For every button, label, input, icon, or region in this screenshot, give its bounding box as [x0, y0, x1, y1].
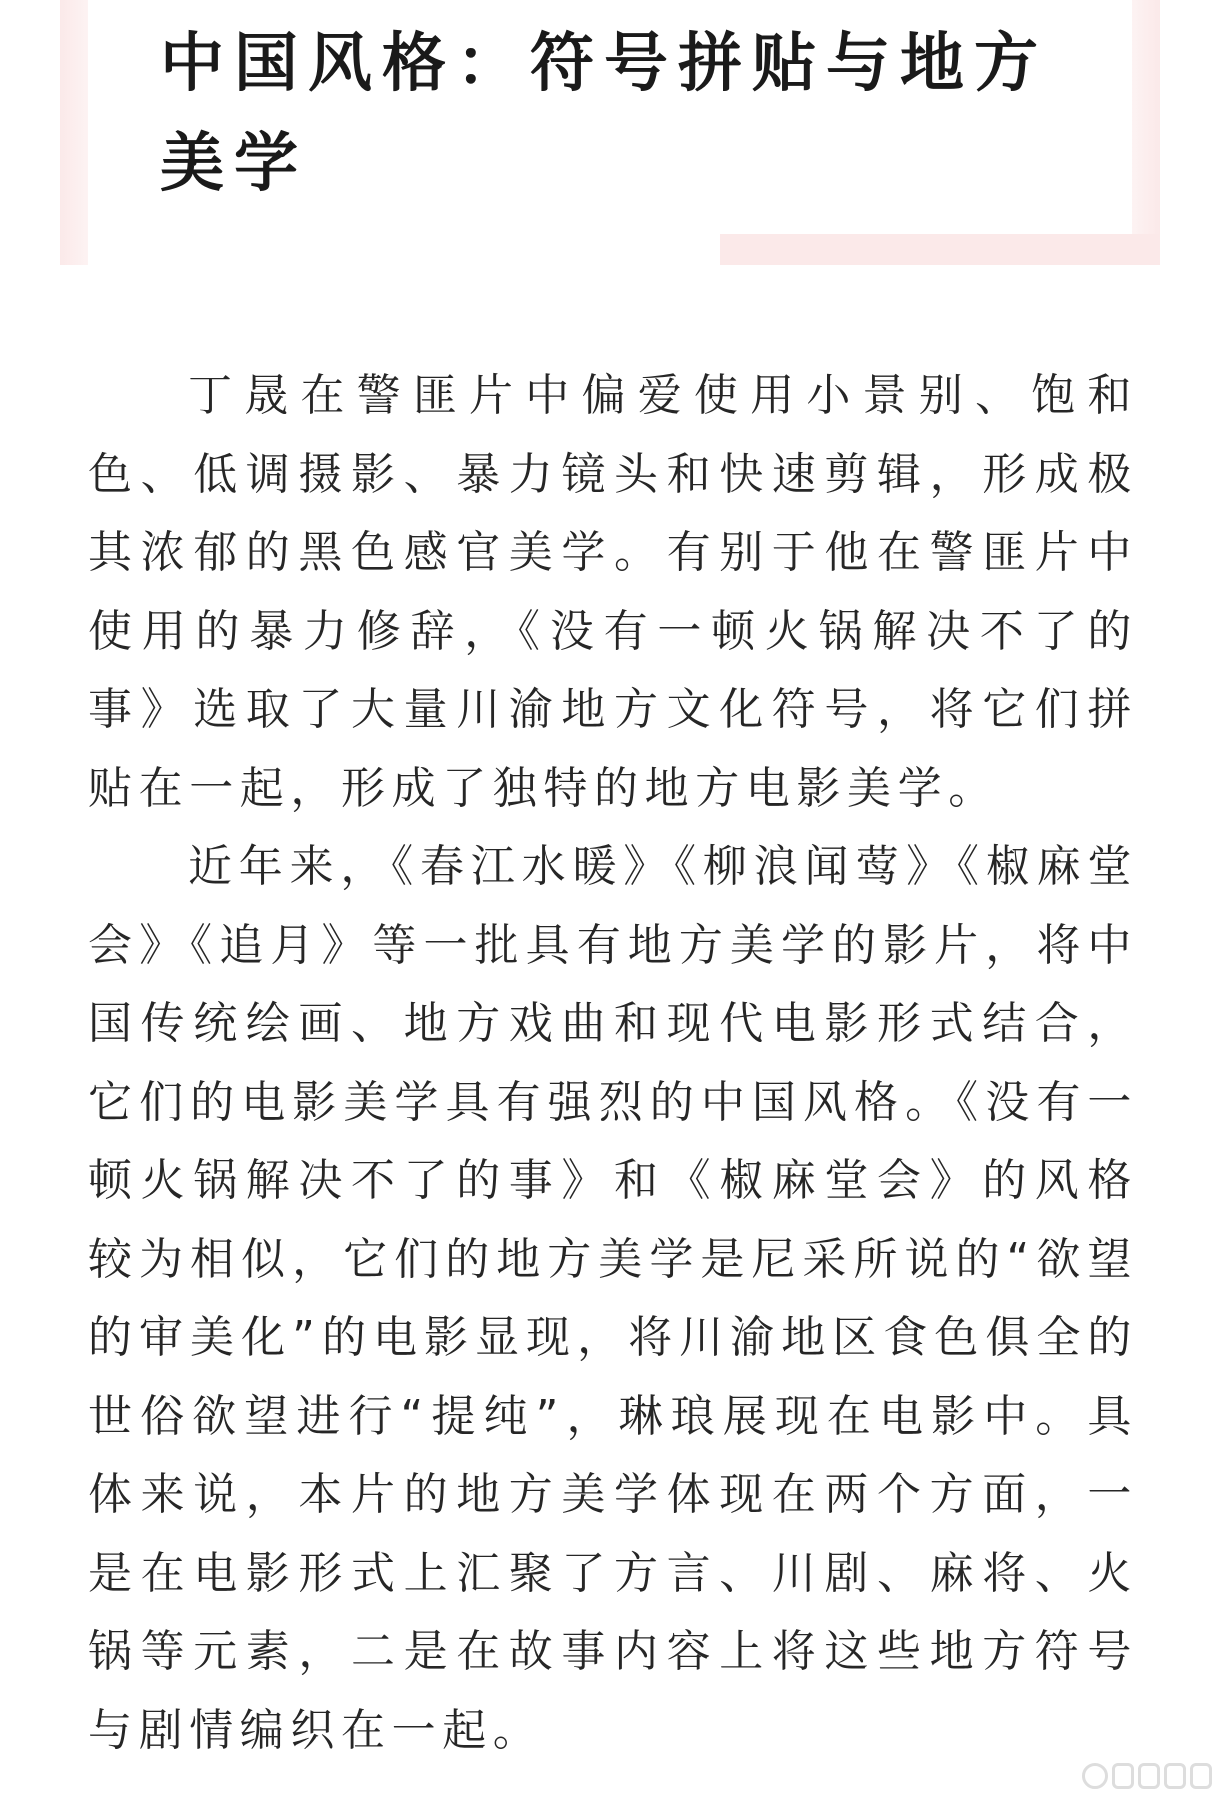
frame-left-bar — [60, 0, 88, 265]
watermark-bar-icon — [1164, 1763, 1186, 1789]
frame-right-bar — [1132, 0, 1160, 265]
paragraph-1: 丁晟在警匪片中偏爱使用小景别、饱和色、低调摄影、暴力镜头和快速剪辑，形成极其浓郁的黑色感官美学。有别于他在警匪片中使用的暴力修辞，《没有一顿火锅解决不了的事》选取了大量川渝地方文化符号，将它们拼贴在一起，形成了独特的地方电影美学。 — [88, 370, 1138, 814]
watermark-bar-icon — [1190, 1763, 1212, 1789]
watermark-dot-icon — [1082, 1763, 1108, 1789]
page-title: 中国风格：符号拼贴与地方美学 — [160, 27, 1048, 201]
frame-bottom-bar — [720, 234, 1160, 265]
watermark-bar-icon — [1138, 1763, 1160, 1789]
watermark-bar-icon — [1112, 1763, 1134, 1789]
watermark-icon — [1082, 1758, 1212, 1794]
article-body — [88, 357, 1138, 1770]
paragraph-2: 近年来，《春江水暖》《柳浪闻莺》《椒麻堂会》《追月》等一批具有地方美学的影片，将中国传统绘画、地方戏曲和现代电影形式结合，它们的电影美学具有强烈的中国风格。《没有一顿火锅解决不了的事》和《椒麻堂会》的风格较为相似，它们的地方美学是尼采所说的“欲望的审美化”的电影显现，将川渝地区食色俱全的世俗欲望进行“提纯”，琳琅展现在电影中。具体来说，本片的地方美学体现在两个方面，一是在电影形式上汇聚了方言、川剧、麻将、火锅等元素，二是在故事内容上将这些地方符号与剧情编织在一起。 — [88, 841, 1138, 1756]
